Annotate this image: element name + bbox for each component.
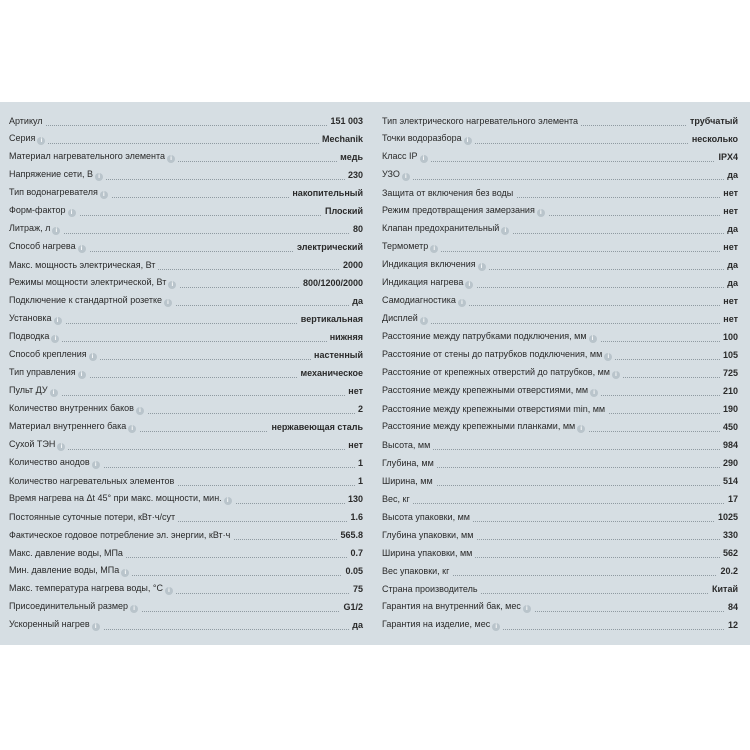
dotted-leader bbox=[9, 125, 363, 126]
info-icon[interactable]: i bbox=[577, 425, 585, 433]
spec-row bbox=[382, 289, 738, 307]
spec-label bbox=[382, 601, 534, 613]
spec-label bbox=[9, 619, 103, 631]
spec-value: нижняя bbox=[327, 332, 363, 343]
spec-row bbox=[382, 523, 738, 541]
spec-value: нет bbox=[720, 188, 738, 199]
spec-row bbox=[9, 415, 363, 433]
spec-label-text: Ускоренный нагрев bbox=[9, 619, 90, 629]
spec-row bbox=[382, 253, 738, 271]
spec-value: механическое bbox=[297, 368, 363, 379]
spec-label bbox=[9, 260, 158, 271]
spec-value: 330 bbox=[720, 530, 738, 541]
specs-column-right bbox=[382, 109, 738, 631]
spec-label bbox=[382, 349, 615, 361]
spec-row bbox=[382, 559, 738, 577]
spec-label-text: Вес упаковки, кг bbox=[382, 566, 450, 576]
spec-value: нет bbox=[720, 206, 738, 217]
spec-label bbox=[9, 367, 89, 379]
spec-label-text: Высота, мм bbox=[382, 440, 431, 450]
spec-label-text: Подводка bbox=[9, 331, 50, 341]
specs-column-left bbox=[9, 109, 363, 631]
spec-label bbox=[9, 151, 178, 163]
spec-value: да bbox=[724, 260, 738, 271]
spec-label-text: Высота упаковки, мм bbox=[382, 512, 470, 522]
spec-label bbox=[9, 116, 46, 127]
spec-label-text: Форм-фактор bbox=[9, 205, 66, 215]
dotted-leader bbox=[9, 395, 363, 396]
spec-value: да bbox=[724, 278, 738, 289]
info-icon[interactable]: i bbox=[128, 425, 136, 433]
spec-row bbox=[382, 433, 738, 451]
info-icon[interactable]: i bbox=[420, 155, 428, 163]
info-icon[interactable]: i bbox=[52, 227, 60, 235]
info-icon[interactable]: i bbox=[492, 623, 500, 631]
spec-label-text: Присоединительный размер bbox=[9, 601, 129, 611]
info-icon[interactable]: i bbox=[167, 155, 175, 163]
spec-value: 565.8 bbox=[337, 530, 363, 541]
spec-label-text: Глубина, мм bbox=[382, 458, 434, 468]
spec-row bbox=[382, 451, 738, 469]
spec-value: нет bbox=[720, 314, 738, 325]
spec-label bbox=[382, 566, 452, 577]
info-icon[interactable]: i bbox=[57, 443, 65, 451]
spec-row bbox=[9, 127, 363, 145]
spec-label-text: Серия bbox=[9, 133, 36, 143]
info-icon[interactable]: i bbox=[501, 227, 509, 235]
spec-row bbox=[9, 235, 363, 253]
spec-label-text: Защита от включения без воды bbox=[382, 188, 514, 198]
spec-row bbox=[382, 325, 738, 343]
spec-value: 1.6 bbox=[347, 512, 363, 523]
spec-row bbox=[9, 109, 363, 127]
info-icon[interactable]: i bbox=[478, 263, 486, 271]
spec-value: 2 bbox=[355, 404, 363, 415]
spec-value: 290 bbox=[720, 458, 738, 469]
spec-label-text: Количество внутренних баков bbox=[9, 403, 134, 413]
spec-label bbox=[9, 493, 235, 505]
spec-value: 2000 bbox=[340, 260, 363, 271]
spec-label-text: Расстояние от крепежных отверстий до патрубков, мм bbox=[382, 367, 610, 377]
spec-label bbox=[382, 313, 431, 325]
spec-label bbox=[382, 295, 469, 307]
spec-row bbox=[382, 163, 738, 181]
spec-value: 1 bbox=[355, 476, 363, 487]
info-icon[interactable]: i bbox=[92, 623, 100, 631]
spec-label bbox=[9, 133, 48, 145]
spec-value: IPX4 bbox=[715, 152, 738, 163]
spec-row bbox=[382, 577, 738, 595]
spec-label-text: Тип электрического нагревательного элемента bbox=[382, 116, 579, 126]
spec-value: настенный bbox=[311, 350, 363, 361]
spec-label bbox=[382, 205, 548, 217]
spec-label-text: Фактическое годовое потребление эл. энергии, кВт·ч bbox=[9, 530, 231, 540]
spec-label bbox=[382, 584, 481, 595]
spec-label-text: Расстояние от стены до патрубков подключения, мм bbox=[382, 349, 603, 359]
spec-value: 151 003 bbox=[327, 116, 363, 127]
spec-label-text: Пульт ДУ bbox=[9, 385, 48, 395]
spec-value: несколько bbox=[689, 134, 738, 145]
info-icon[interactable]: i bbox=[537, 209, 545, 217]
spec-value: 20.2 bbox=[717, 566, 738, 577]
spec-label bbox=[382, 188, 516, 199]
info-icon[interactable]: i bbox=[51, 335, 59, 343]
spec-label bbox=[382, 223, 512, 235]
info-icon[interactable]: i bbox=[465, 281, 473, 289]
dotted-leader bbox=[382, 449, 738, 450]
info-icon[interactable]: i bbox=[430, 245, 438, 253]
spec-row bbox=[382, 127, 738, 145]
spec-label-text: Напряжение сети, В bbox=[9, 169, 94, 179]
info-icon[interactable]: i bbox=[464, 137, 472, 145]
spec-label-text: Материал нагревательного элемента bbox=[9, 151, 166, 161]
spec-label bbox=[9, 583, 176, 595]
spec-label-text: Расстояние между крепежными отверстиями min, мм bbox=[382, 404, 606, 414]
spec-label-text: Артикул bbox=[9, 116, 43, 126]
spec-value: 0.05 bbox=[342, 566, 363, 577]
spec-row bbox=[382, 415, 738, 433]
spec-label-text: Дисплей bbox=[382, 313, 418, 323]
spec-label bbox=[9, 385, 61, 397]
info-icon[interactable]: i bbox=[402, 173, 410, 181]
spec-label bbox=[9, 349, 100, 361]
spec-value: нет bbox=[720, 242, 738, 253]
spec-value: 725 bbox=[720, 368, 738, 379]
spec-value: 230 bbox=[345, 170, 363, 181]
spec-label-text: Ширина упаковки, мм bbox=[382, 548, 473, 558]
spec-label bbox=[9, 295, 175, 307]
spec-row bbox=[9, 343, 363, 361]
spec-row bbox=[382, 613, 738, 631]
spec-row bbox=[9, 523, 363, 541]
spec-row bbox=[9, 289, 363, 307]
info-icon[interactable]: i bbox=[590, 389, 598, 397]
spec-row bbox=[382, 109, 738, 127]
spec-label bbox=[382, 404, 608, 415]
spec-label-text: Способ нагрева bbox=[9, 241, 76, 251]
info-icon[interactable]: i bbox=[50, 389, 58, 397]
spec-label bbox=[9, 457, 103, 469]
spec-value: нержавеющая сталь bbox=[268, 422, 363, 433]
info-icon[interactable]: i bbox=[420, 317, 428, 325]
info-icon[interactable]: i bbox=[78, 245, 86, 253]
spec-label bbox=[9, 421, 139, 433]
spec-label-text: Индикация включения bbox=[382, 259, 476, 269]
spec-label bbox=[382, 259, 489, 271]
spec-label-text: Самодиагностика bbox=[382, 295, 456, 305]
spec-label bbox=[382, 169, 413, 181]
spec-value: 450 bbox=[720, 422, 738, 433]
info-icon[interactable]: i bbox=[589, 335, 597, 343]
spec-label-text: Тип управления bbox=[9, 367, 76, 377]
spec-label bbox=[382, 277, 476, 289]
spec-label bbox=[9, 512, 178, 523]
info-icon[interactable]: i bbox=[130, 605, 138, 613]
info-icon[interactable]: i bbox=[458, 299, 466, 307]
spec-row bbox=[9, 433, 363, 451]
spec-label-text: Макс. температура нагрева воды, °С bbox=[9, 583, 163, 593]
spec-value: 105 bbox=[720, 350, 738, 361]
info-icon[interactable]: i bbox=[224, 497, 232, 505]
spec-row bbox=[382, 469, 738, 487]
spec-row bbox=[382, 307, 738, 325]
info-icon[interactable]: i bbox=[78, 371, 86, 379]
spec-value: 100 bbox=[720, 332, 738, 343]
spec-label-text: Количество нагревательных элементов bbox=[9, 476, 175, 486]
spec-label bbox=[9, 439, 68, 451]
spec-label bbox=[9, 169, 106, 181]
spec-label bbox=[9, 548, 126, 559]
spec-label-text: Расстояние между крепежными планками, мм bbox=[382, 421, 576, 431]
spec-value: да bbox=[724, 224, 738, 235]
spec-label-text: Постоянные суточные потери, кВт·ч/сут bbox=[9, 512, 176, 522]
spec-label bbox=[382, 530, 476, 541]
spec-label bbox=[9, 313, 65, 325]
dotted-leader bbox=[382, 503, 738, 504]
spec-row bbox=[382, 145, 738, 163]
spec-row bbox=[382, 199, 738, 217]
spec-label-text: Гарантия на внутренний бак, мес bbox=[382, 601, 521, 611]
info-icon[interactable]: i bbox=[136, 407, 144, 415]
spec-label bbox=[382, 458, 437, 469]
dotted-leader bbox=[382, 161, 738, 162]
spec-label-text: Способ крепления bbox=[9, 349, 87, 359]
spec-label-text: Сухой ТЭН bbox=[9, 439, 56, 449]
spec-label-text: Страна производитель bbox=[382, 584, 478, 594]
info-icon[interactable]: i bbox=[121, 569, 129, 577]
spec-value: да bbox=[349, 620, 363, 631]
spec-row bbox=[9, 217, 363, 235]
spec-value: 514 bbox=[720, 476, 738, 487]
dotted-leader bbox=[382, 323, 738, 324]
spec-label bbox=[9, 601, 141, 613]
spec-label-text: Вес, кг bbox=[382, 494, 410, 504]
spec-label-text: Гарантия на изделие, мес bbox=[382, 619, 491, 629]
spec-row bbox=[9, 541, 363, 559]
spec-row bbox=[9, 577, 363, 595]
spec-label bbox=[382, 385, 601, 397]
spec-label-text: Количество анодов bbox=[9, 457, 90, 467]
spec-value: 0.7 bbox=[347, 548, 363, 559]
spec-value: 984 bbox=[720, 440, 738, 451]
spec-row bbox=[382, 397, 738, 415]
spec-label bbox=[9, 241, 89, 253]
spec-label bbox=[382, 512, 473, 523]
spec-row bbox=[9, 397, 363, 415]
spec-label-text: Материал внутреннего бака bbox=[9, 421, 127, 431]
info-icon[interactable]: i bbox=[523, 605, 531, 613]
spec-row bbox=[9, 505, 363, 523]
info-icon[interactable]: i bbox=[168, 281, 176, 289]
spec-label-text: Время нагрева на Δt 45° при макс. мощности, мин. bbox=[9, 493, 222, 503]
spec-row bbox=[9, 271, 363, 289]
spec-value: нет bbox=[345, 386, 363, 397]
spec-value: Плоский bbox=[322, 206, 363, 217]
spec-label-text: Индикация нагрева bbox=[382, 277, 464, 287]
info-icon[interactable]: i bbox=[92, 461, 100, 469]
spec-label bbox=[382, 241, 441, 253]
spec-label-text: Клапан предохранительный bbox=[382, 223, 500, 233]
spec-row bbox=[382, 379, 738, 397]
spec-label-text: Режим предотвращения замерзания bbox=[382, 205, 535, 215]
spec-value: накопительный bbox=[289, 188, 363, 199]
dotted-leader bbox=[9, 143, 363, 144]
spec-value: 800/1200/2000 bbox=[300, 278, 363, 289]
spec-value: G1/2 bbox=[340, 602, 363, 613]
spec-row bbox=[9, 181, 363, 199]
spec-row bbox=[382, 541, 738, 559]
spec-row bbox=[382, 487, 738, 505]
info-icon[interactable]: i bbox=[164, 299, 172, 307]
spec-row bbox=[382, 181, 738, 199]
spec-value: 12 bbox=[725, 620, 738, 631]
spec-label-text: Тип водонагревателя bbox=[9, 187, 98, 197]
spec-row bbox=[382, 595, 738, 613]
spec-row bbox=[9, 379, 363, 397]
spec-row bbox=[9, 361, 363, 379]
spec-label-text: Расстояние между патрубками подключения, мм bbox=[382, 331, 587, 341]
spec-value: нет bbox=[345, 440, 363, 451]
specifications-sheet bbox=[0, 102, 750, 645]
spec-label-text: Макс. давление воды, МПа bbox=[9, 548, 123, 558]
spec-value: 80 bbox=[350, 224, 363, 235]
spec-value: 210 bbox=[720, 386, 738, 397]
spec-label bbox=[9, 277, 179, 289]
info-icon[interactable]: i bbox=[95, 173, 103, 181]
spec-label-text: Литраж, л bbox=[9, 223, 51, 233]
spec-value: 84 bbox=[725, 602, 738, 613]
spec-row bbox=[382, 271, 738, 289]
info-icon[interactable]: i bbox=[604, 353, 612, 361]
spec-label-text: Термометр bbox=[382, 241, 429, 251]
spec-value: Mechanik bbox=[319, 134, 363, 145]
spec-row bbox=[9, 199, 363, 217]
spec-label bbox=[382, 331, 600, 343]
info-icon[interactable]: i bbox=[89, 353, 97, 361]
spec-row bbox=[9, 487, 363, 505]
spec-value: нет bbox=[720, 296, 738, 307]
spec-value: 75 bbox=[350, 584, 363, 595]
info-icon[interactable]: i bbox=[37, 137, 45, 145]
spec-label bbox=[9, 476, 177, 487]
spec-label bbox=[382, 619, 503, 631]
spec-value: электрический bbox=[294, 242, 363, 253]
spec-row bbox=[382, 505, 738, 523]
spec-row bbox=[9, 163, 363, 181]
spec-row bbox=[382, 343, 738, 361]
spec-label-text: Ширина, мм bbox=[382, 476, 433, 486]
spec-label bbox=[382, 476, 436, 487]
spec-label-text: Класс IP bbox=[382, 151, 418, 161]
info-icon[interactable]: i bbox=[54, 317, 62, 325]
spec-value: 1025 bbox=[715, 512, 738, 523]
spec-label-text: Режимы мощности электрической, Вт bbox=[9, 277, 167, 287]
spec-label-text: Глубина упаковки, мм bbox=[382, 530, 474, 540]
spec-label-text: Точки водоразбора bbox=[382, 133, 462, 143]
spec-value: 562 bbox=[720, 548, 738, 559]
spec-label bbox=[9, 331, 62, 343]
spec-label bbox=[9, 187, 111, 199]
spec-value: трубчатый bbox=[687, 116, 738, 127]
spec-label bbox=[382, 367, 623, 379]
spec-row bbox=[9, 613, 363, 631]
dotted-leader bbox=[382, 179, 738, 180]
spec-label bbox=[9, 403, 147, 415]
spec-value: 17 bbox=[725, 494, 738, 505]
spec-label-text: Расстояние между крепежными отверстиями, мм bbox=[382, 385, 589, 395]
info-icon[interactable]: i bbox=[612, 371, 620, 379]
spec-label bbox=[382, 440, 433, 451]
spec-label-text: Установка bbox=[9, 313, 52, 323]
spec-row bbox=[382, 217, 738, 235]
info-icon[interactable]: i bbox=[68, 209, 76, 217]
spec-label bbox=[9, 223, 63, 235]
spec-value: 130 bbox=[345, 494, 363, 505]
spec-value: да bbox=[349, 296, 363, 307]
spec-label bbox=[9, 565, 132, 577]
spec-label bbox=[382, 133, 475, 145]
spec-label bbox=[9, 205, 79, 217]
spec-label-text: Макс. мощность электрическая, Вт bbox=[9, 260, 156, 270]
spec-label-text: Мин. давление воды, МПа bbox=[9, 565, 120, 575]
spec-value: медь bbox=[337, 152, 363, 163]
spec-label bbox=[382, 151, 431, 163]
spec-value: вертикальная bbox=[298, 314, 363, 325]
spec-row bbox=[9, 451, 363, 469]
spec-row bbox=[9, 559, 363, 577]
spec-value: 190 bbox=[720, 404, 738, 415]
spec-label-text: УЗО bbox=[382, 169, 400, 179]
info-icon[interactable]: i bbox=[165, 587, 173, 595]
spec-label bbox=[382, 421, 588, 433]
spec-label bbox=[382, 548, 475, 559]
spec-row bbox=[9, 325, 363, 343]
spec-value: да bbox=[724, 170, 738, 181]
spec-row bbox=[9, 595, 363, 613]
spec-label bbox=[9, 530, 233, 541]
spec-row bbox=[382, 235, 738, 253]
spec-row bbox=[9, 307, 363, 325]
spec-value: Китай bbox=[709, 584, 738, 595]
info-icon[interactable]: i bbox=[100, 191, 108, 199]
spec-row bbox=[9, 469, 363, 487]
spec-label bbox=[382, 116, 581, 127]
spec-row bbox=[9, 253, 363, 271]
spec-row bbox=[382, 361, 738, 379]
spec-label-text: Подключение к стандартной розетке bbox=[9, 295, 162, 305]
spec-value: 1 bbox=[355, 458, 363, 469]
spec-label bbox=[382, 494, 413, 505]
spec-row bbox=[9, 145, 363, 163]
